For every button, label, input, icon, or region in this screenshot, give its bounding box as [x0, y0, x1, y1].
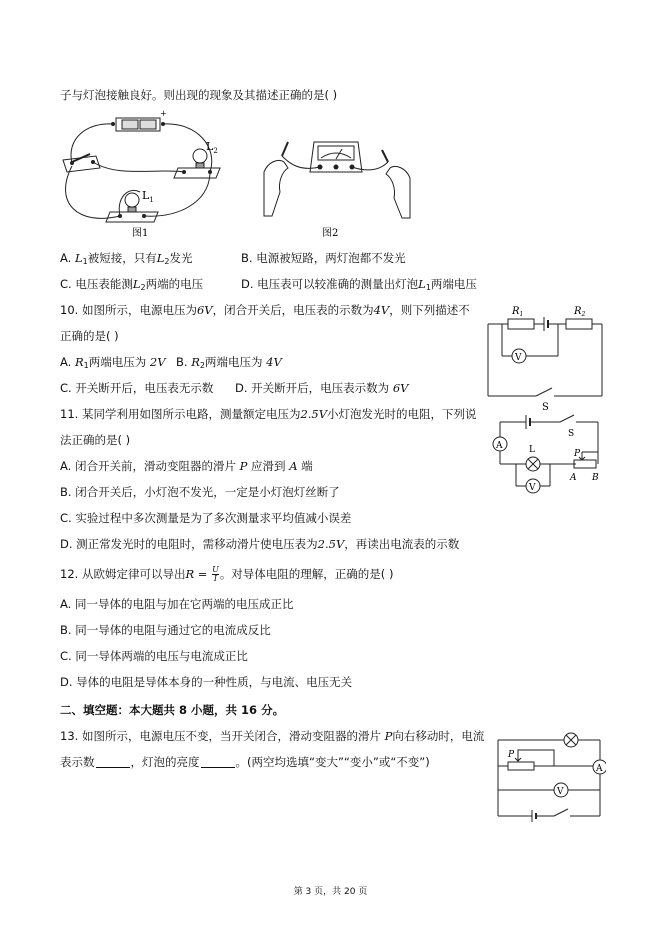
- q13-circuit-figure: [494, 730, 606, 822]
- q11-option-d[interactable]: D. 测正常发光时的电阻时，需移动滑片使电压表为2.5V，再读出电流表的示数: [60, 537, 460, 551]
- q11-option-b[interactable]: B. 闭合开关后，小灯泡不发光，一定是小灯泡灯丝断了: [60, 485, 340, 499]
- q10-stem-line1: 10. 如图所示，电源电压为6V，闭合开关后，电压表的示数为4V，则下列描述不: [60, 303, 470, 317]
- q11-circuit-figure: [486, 412, 606, 504]
- q11-option-a[interactable]: A. 闭合开关前，滑动变阻器的滑片 P 应滑到 A 端: [60, 459, 313, 473]
- lamp-l1-label: $L_1$: [142, 189, 154, 204]
- q11-option-c[interactable]: C. 实验过程中多次测量是为了多次测量求平均值减小误差: [60, 511, 352, 525]
- fig2-caption: 图2: [322, 228, 339, 239]
- svg-text:B: B: [592, 473, 599, 483]
- svg-text:V: V: [557, 787, 564, 797]
- q9-figure-1: [58, 108, 228, 240]
- resistor-r1: [508, 319, 534, 329]
- q13-stem-line1: 13. 如图所示，电源电压不变，当开关闭合，滑动变阻器的滑片 P向右移动时，电流: [60, 729, 485, 743]
- q12-stem: 12. 从欧姆定律可以导出R = $\frac{U}{I}$ 。对导体电阻的理解，正确的是( ): [60, 565, 394, 583]
- q9-option-b[interactable]: B. 电源被短路，两灯泡都不发光: [241, 251, 406, 265]
- q10-circuit-figure: [484, 300, 606, 412]
- q12-option-a[interactable]: A. 同一导体的电阻与加在它两端的电压成正比: [60, 597, 294, 611]
- q9-figure-2: [258, 112, 418, 240]
- q11-stem-line1: 11. 某同学利用如图所示电路，测量额定电压为2.5V小灯泡发光时的电阻，下列说: [60, 407, 477, 421]
- svg-text:V: V: [515, 353, 522, 363]
- r1-label: $R_1$: [512, 306, 524, 318]
- q10-option-a[interactable]: A. $R_1$两端电压为 2V: [60, 355, 166, 370]
- switch-label: S: [542, 402, 549, 412]
- battery-plus: +: [160, 109, 167, 118]
- q9-option-d[interactable]: D. 电压表可以较准确的测量出灯泡$L_1$两端电压: [241, 277, 477, 292]
- q12-option-b[interactable]: B. 同一导体的电阻与通过它的电流成反比: [60, 623, 271, 637]
- q9-stem: 子与灯泡接触良好。则出现的现象及其描述正确的是( ): [60, 88, 338, 102]
- q10-option-c[interactable]: C. 开关断开后，电压表无示数: [60, 381, 214, 395]
- svg-text:L: L: [529, 445, 535, 455]
- svg-text:S: S: [568, 429, 575, 439]
- q12-option-d[interactable]: D. 导体的电阻是导体本身的一种性质，与电流、电压无关: [60, 675, 353, 689]
- svg-text:A: A: [496, 441, 503, 451]
- svg-text:P: P: [574, 449, 581, 459]
- svg-text:A: A: [570, 473, 577, 483]
- ohm-fraction: $\frac{U}{I}$: [212, 565, 219, 583]
- svg-text:P: P: [508, 750, 515, 760]
- q10-stem-line2: 正确的是( ): [60, 329, 119, 343]
- r2-label: $R_2$: [574, 306, 586, 318]
- q9-option-a[interactable]: A. $L_1$被短接，只有$L_2$发光: [60, 251, 193, 266]
- q13-stem-line2: 表示数 ，灯泡的亮度 。(两空均选填“变大”“变小”或“不变”): [60, 755, 430, 769]
- answer-blank-1[interactable]: [96, 756, 130, 768]
- svg-text:V: V: [529, 483, 536, 493]
- fig1-caption: 图1: [132, 228, 149, 239]
- q11-stem-line2: 法正确的是( ): [60, 433, 131, 447]
- q10-option-d[interactable]: D. 开关断开后，电压表示数为 6V: [235, 381, 409, 395]
- q10-option-b[interactable]: B. $R_2$两端电压为 4V: [176, 355, 282, 370]
- svg-text:A: A: [596, 764, 603, 774]
- q12-option-c[interactable]: C. 同一导体两端的电压与电流成正比: [60, 649, 248, 663]
- q9-option-c[interactable]: C. 电压表能测$L_2$两端的电压: [60, 277, 204, 292]
- lamp-l2-label: $L_2$: [206, 140, 218, 155]
- answer-blank-2[interactable]: [201, 756, 235, 768]
- section-heading: 二、填空题：本大题共 8 小题，共 16 分。: [60, 703, 285, 717]
- resistor-r2: [566, 319, 592, 329]
- page-footer: 第 3 页，共 20 页: [293, 887, 368, 897]
